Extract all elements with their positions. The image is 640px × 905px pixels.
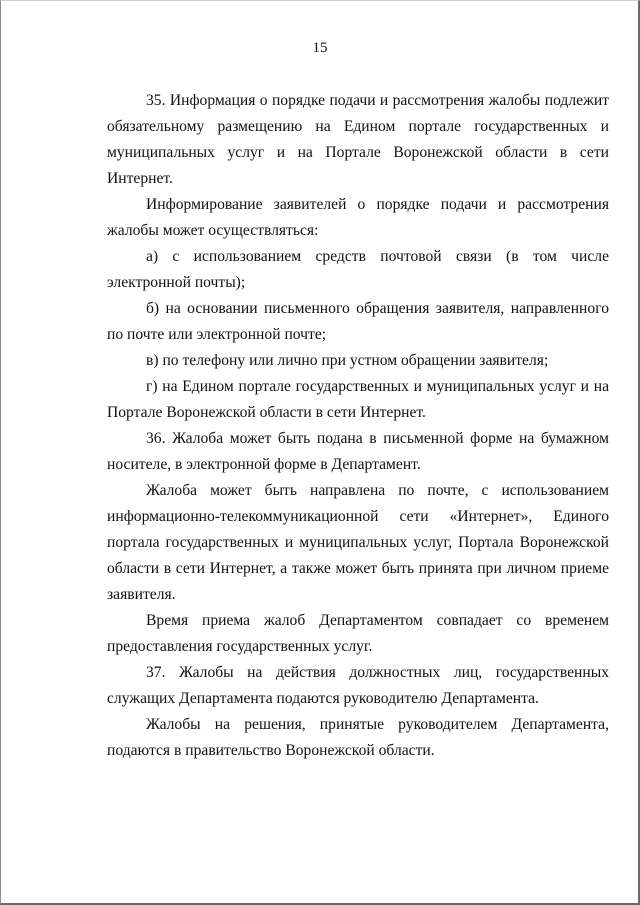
paragraph-head-decisions: Жалобы на решения, принятые руководителем Департамента, подаются в правительство Воронежской области. xyxy=(107,716,609,759)
list-item-g: г) на Едином портале государственных и муниципальных услуг и на Портале Воронежской области в сети Интернет. xyxy=(107,378,609,421)
paragraph-reception-time: Время приема жалоб Департаментом совпадает со временем предоставления государственных услуг. xyxy=(107,612,609,655)
paragraph-informing: Информирование заявителей о порядке подачи и рассмотрения жалобы может осуществляться: xyxy=(107,196,609,239)
paragraph-complaint-channels: Жалоба может быть направлена по почте, с использованием информационно-телекоммуникационной сети «Интернет», Единого портала государственных и муниципальных услуг, Портала Воронежской области в сети Интернет, а также может быть принята при личном приеме заявителя. xyxy=(107,482,609,603)
list-item-a: а) с использованием средств почтовой связи (в том числе электронной почты); xyxy=(107,248,609,291)
list-item-b: б) на основании письменного обращения заявителя, направленного по почте или электронной почте; xyxy=(107,300,609,343)
paragraph-36-complaint-form: 36. Жалоба может быть подана в письменной форме на бумажном носителе, в электронной форме в Департамент. xyxy=(107,430,609,473)
paragraph-37-officials: 37. Жалобы на действия должностных лиц, государственных служащих Департамента подаются руководителю Департамента. xyxy=(107,664,609,707)
page-number: 15 xyxy=(312,40,328,56)
list-item-v: в) по телефону или лично при устном обращении заявителя; xyxy=(146,352,549,369)
document-body xyxy=(107,88,609,764)
paragraph-35-info: 35. Информация о порядке подачи и рассмотрения жалобы подлежит обязательному размещению на Едином портале государственных и муниципальных услуг и на Портале Воронежской области в сети Интернет. xyxy=(107,92,609,187)
